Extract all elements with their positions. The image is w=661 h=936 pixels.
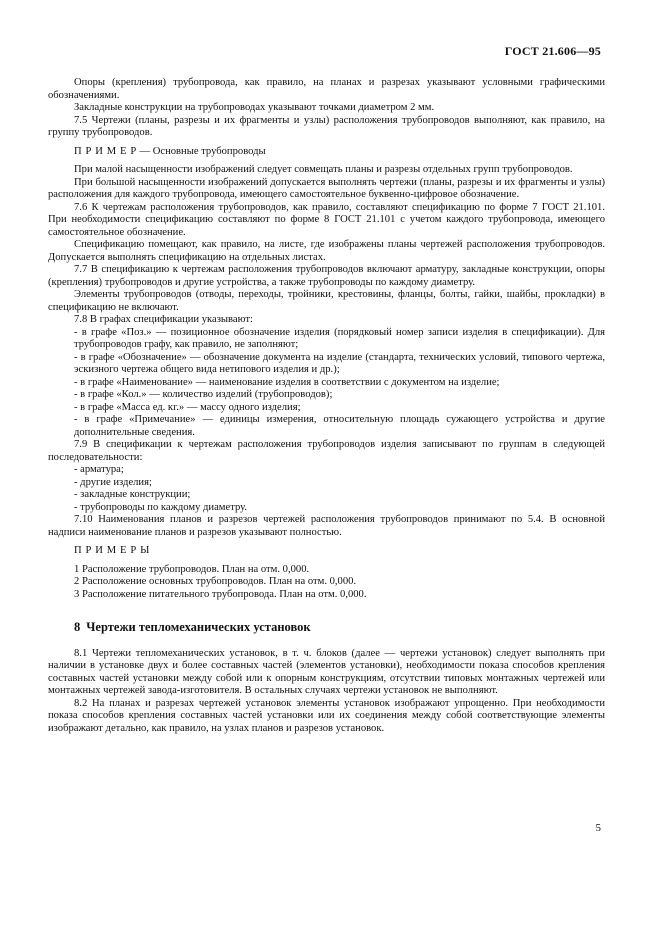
example-text: — Основные трубопроводы (136, 145, 266, 157)
list-item: - в графе «Поз.» — позиционное обозначение изделия (порядковый номер записи изделия в спецификации). Для трубопроводов графу, как правило, не заполняют; (74, 326, 605, 350)
section-heading (74, 621, 605, 634)
section-title: Чертежи тепломеханических установок (86, 620, 311, 634)
list-item: - в графе «Масса ед. кг.» — массу одного изделия; (74, 401, 301, 413)
list-item: - в графе «Примечание» — единицы измерения, относительную площадь сужающего устройства и другие дополнительные сведения. (74, 414, 605, 438)
page-body (48, 77, 605, 735)
example-item: 2 Расположение основных трубопроводов. План на отм. 0,000. (74, 576, 357, 587)
paragraph: 7.9 В спецификации к чертежам расположения трубопроводов изделия записывают по группам в следующей последовательности: (48, 439, 605, 463)
paragraph: Опоры (крепления) трубопровода, как правило, на планах и разрезах указывают условными графическими обозначениями. (48, 77, 605, 101)
paragraph: 7.7 В спецификацию к чертежам расположения трубопроводов включают арматуру, закладные конструкции, опоры (крепления) трубопроводов и другие устройства, а также трубопроводы по каждому диаметру. (48, 264, 605, 288)
example-item: 3 Расположение питательного трубопровода. План на отм. 0,000. (74, 588, 367, 600)
paragraph: 7.8 В графах спецификации указывают: (74, 314, 253, 325)
paragraph: 8.2 На планах и разрезах чертежей установок элементы установок изображают упрощенно. При необходимости показа способов крепления составных частей установки или их соединения между собой соответствующие элементы изображают детально, как правило, на узлах планов и разрезов установок. (48, 697, 605, 734)
list-item: - в графе «Обозначение» — обозначение документа на изделие (стандарта, технических условий, типового чертежа, эскизного чертежа общего вида нетипового изделия и др.); (74, 351, 605, 375)
paragraph: 8.1 Чертежи тепломеханических установок, в т. ч. блоков (далее — чертежи установок) следует выполнять при наличии в установке двух и более составных частей (элементов установки), необходимости показа способов крепления составных частей установки между собой или к опорным конструкциям, отсутствии типовых монтажных чертежей или монтажных чертежей завода-изготовителя. В остальных случаях чертежи установок не выполняют. (48, 647, 605, 696)
list-item: - другие изделия; (74, 476, 152, 488)
section-number: 8 (74, 620, 81, 634)
example-label: П Р И М Е Р (74, 145, 137, 157)
example-item: 1 Расположение трубопроводов. План на отм. 0,000. (74, 563, 310, 575)
page-number: 5 (595, 822, 601, 834)
example-note (74, 146, 605, 159)
examples-label: П Р И М Е Р Ы (74, 545, 150, 556)
paragraph: Спецификацию помещают, как правило, на листе, где изображены планы чертежей расположения трубопроводов. Допускается выполнять спецификацию на отдельных листах. (48, 239, 605, 263)
list-item: - трубопроводы по каждому диаметру. (74, 501, 248, 513)
paragraph: Элементы трубопроводов (отводы, переходы, тройники, крестовины, фланцы, болты, гайки, шайбы, прокладки) в спецификацию не включают. (48, 289, 605, 313)
list-item: - арматура; (74, 464, 124, 475)
paragraph: При малой насыщенности изображений следует совмещать планы и разрезы отдельных групп трубопроводов. (74, 164, 573, 175)
document-code: ГОСТ 21.606—95 (504, 44, 601, 58)
paragraph: При большой насыщенности изображений допускается выполнять чертежи (планы, разрезы и их фрагменты и узлы) расположения для каждого трубопровода, имеющего самостоятельное буквенно-цифровое обозначение. (48, 176, 605, 200)
paragraph: 7.6 К чертежам расположения трубопроводов, как правило, составляют спецификацию по форме 7 ГОСТ 21.101. При необходимости спецификацию составляют по форме 8 ГОСТ 21.101 с учетом каждого трубопровода, имеющего самостоятельное обозначение. (48, 201, 605, 238)
list-item: - в графе «Кол.» — количество изделий (трубопроводов); (74, 389, 333, 400)
paragraph: 7.5 Чертежи (планы, разрезы и их фрагменты и узлы) расположения трубопроводов выполняют, как правило, на группу трубопроводов. (48, 114, 605, 138)
paragraph: 7.10 Наименования планов и разрезов чертежей расположения трубопроводов принимают по 5.4. В основной надписи наименование планов и разрезов указывают полностью. (48, 514, 605, 538)
list-item: - закладные конструкции; (74, 489, 191, 500)
paragraph: Закладные конструкции на трубопроводах указывают точками диаметром 2 мм. (74, 102, 435, 113)
list-item: - в графе «Наименование» — наименование изделия в соответствии с документом на изделие; (74, 376, 500, 388)
